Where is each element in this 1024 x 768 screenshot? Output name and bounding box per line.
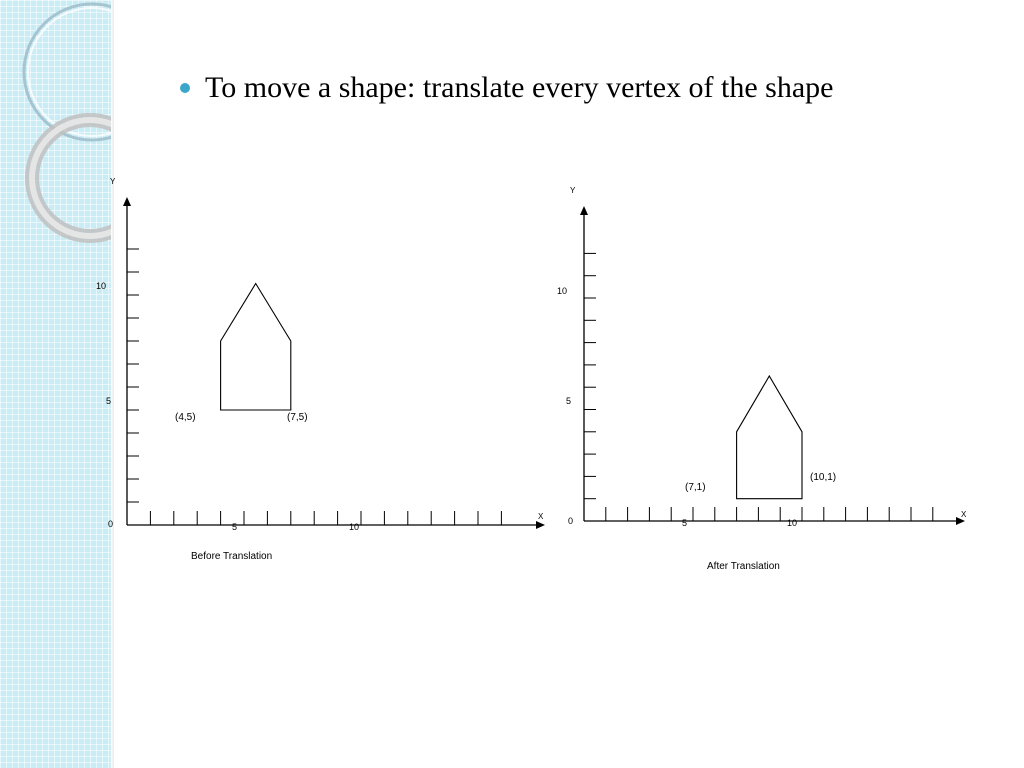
caption-after: After Translation [707, 561, 780, 572]
y-tick-label-10: 10 [96, 281, 107, 291]
x-axis-label: X [961, 510, 967, 519]
x-axis-label: X [538, 512, 544, 521]
house-shape [221, 284, 291, 411]
bullet-text: To move a shape: translate every vertex of the shape [205, 71, 834, 104]
y-tick-label-5: 5 [106, 396, 112, 406]
panel-before [96, 177, 545, 562]
x-tick-label-5: 5 [232, 522, 238, 532]
y-tick-label-10: 10 [557, 286, 568, 296]
origin-label: 0 [108, 519, 114, 529]
y-axis-label: Y [570, 186, 576, 195]
panel-after [557, 186, 967, 572]
x-tick-label-10: 10 [787, 518, 798, 528]
y-axis-arrow-icon [123, 197, 131, 206]
x-axis-arrow-icon [536, 521, 545, 529]
point-label-10-1: (10,1) [810, 472, 837, 483]
x-tick-label-10: 10 [349, 522, 360, 532]
house-shape [737, 376, 802, 499]
y-axis-arrow-icon [580, 206, 588, 215]
y-tick-label-5: 5 [566, 396, 572, 406]
point-label-7-1: (7,1) [685, 482, 706, 493]
caption-before: Before Translation [191, 551, 273, 562]
point-label-7-5: (7,5) [287, 412, 308, 423]
point-label-4-5: (4,5) [175, 412, 196, 423]
x-tick-label-5: 5 [682, 518, 688, 528]
origin-label: 0 [568, 516, 574, 526]
y-axis-label: Y [110, 177, 116, 186]
